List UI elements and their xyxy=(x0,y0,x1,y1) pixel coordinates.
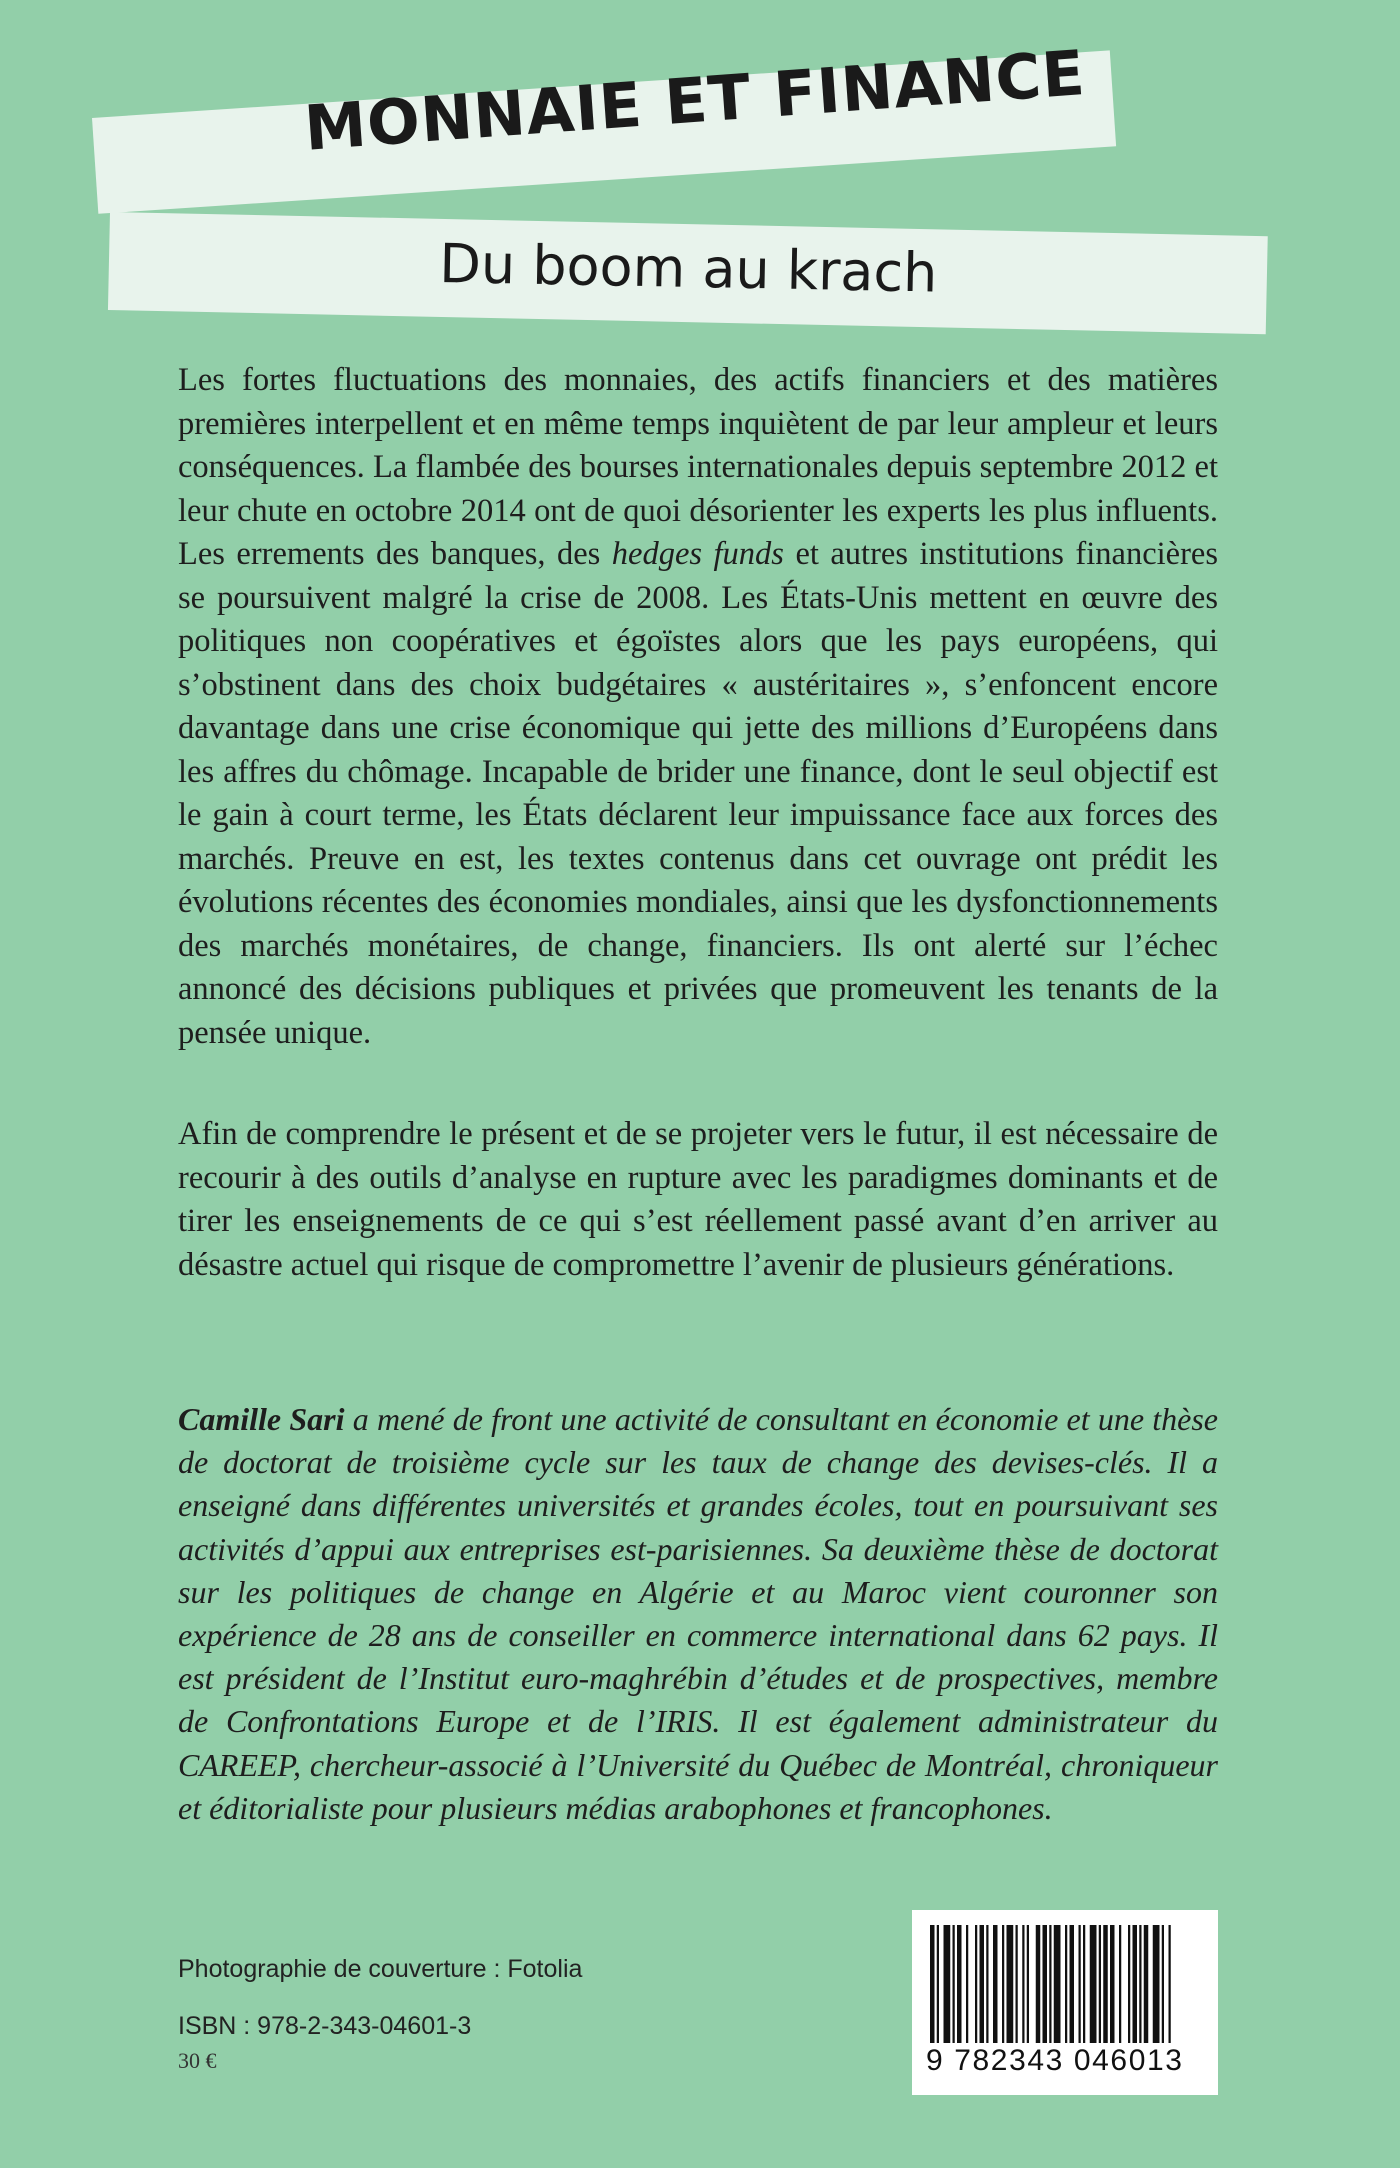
barcode-bar xyxy=(1022,1925,1024,2043)
summary-italic-term: hedges funds xyxy=(611,536,784,572)
barcode-bar xyxy=(1016,1925,1018,2043)
barcode-bar xyxy=(1036,1925,1041,2043)
book-subtitle: Du boom au krach xyxy=(438,232,938,305)
barcode-bar xyxy=(1049,1925,1051,2043)
summary-text-b: et autres institutions financières se poursuivent malgré la crise de 2008. Les États-Unis mettent en œuvre des politiques non coopératives et égoïstes alors que les pays européens, qui s’obstinent dans des choix budgétaires « austéritaires », s’enfoncent encore davantage dans une crise économique qui jette des millions d’Européens dans les affres du chômage. Incapable de brider une finance, dont le seul objectif est le gain à court terme, les États déclarent leur impuissance face aux forces des marchés. Preuve en est, les textes contenus dans cet ouvrage ont prédit les évolutions récentes des économies mondiales, ainsi que les dysfonctionnements des marchés monétaires, de change, financiers. Ils ont alerté sur l’échec annoncé des décisions publiques et privées que promeuvent les tenants de la pensée unique. xyxy=(178,536,1218,1051)
barcode-bars xyxy=(928,1925,1202,2043)
barcode-bar xyxy=(975,1925,977,2043)
price: 30 € xyxy=(178,2048,217,2073)
barcode-bar xyxy=(1119,1925,1121,2043)
barcode-bar xyxy=(993,1925,998,2043)
summary-text-a: Les fortes fluctuations des monnaies, des actifs financiers et des matières premières interpellent et en même temps inquiètent de par leur ampleur et leurs conséquences. La flambée des bourses internationales depuis septembre 2012 et leur chute en octobre 2014 ont de quoi désorienter les experts les plus influents. Les errements des banques, des xyxy=(178,362,1218,572)
barcode-bar xyxy=(1054,1925,1061,2043)
barcode-bar xyxy=(1139,1925,1141,2043)
photo-credit: Photographie de couverture : Fotolia xyxy=(178,1955,583,1983)
barcode-bar xyxy=(1090,1925,1097,2043)
summary-paragraph-1 xyxy=(178,359,1218,1055)
barcode-bar xyxy=(1153,1925,1160,2043)
barcode-bar xyxy=(1169,1925,1171,2043)
barcode-digits: 9 782343 046013 xyxy=(926,2044,1184,2077)
barcode xyxy=(912,1910,1218,2095)
book-title: MONNAIE ET FINANCE xyxy=(302,36,1088,165)
barcode-bar xyxy=(957,1925,962,2043)
barcode-bar xyxy=(1079,1925,1081,2043)
barcode-bar xyxy=(930,1925,935,2043)
barcode-bar xyxy=(980,1925,985,2043)
isbn: ISBN : 978-2-343-04601-3 xyxy=(178,2012,472,2040)
barcode-bar xyxy=(1133,1925,1138,2043)
barcode-bar xyxy=(1128,1925,1130,2043)
barcode-bar xyxy=(986,1925,988,2043)
barcode-bar xyxy=(1099,1925,1101,2043)
barcode-bar xyxy=(966,1925,968,2043)
barcode-bar xyxy=(1144,1925,1149,2043)
barcode-bar xyxy=(1007,1925,1014,2043)
barcode-bar xyxy=(1065,1925,1067,2043)
barcode-bar xyxy=(953,1925,955,2043)
author-name: Camille Sari xyxy=(178,1401,345,1437)
barcode-bar xyxy=(1110,1925,1115,2043)
barcode-bar xyxy=(944,1925,951,2043)
barcode-bar xyxy=(1043,1925,1048,2043)
barcode-bar xyxy=(1162,1925,1164,2043)
barcode-bar xyxy=(1027,1925,1029,2043)
barcode-bar xyxy=(1070,1925,1075,2043)
author-bio xyxy=(178,1398,1218,1830)
barcode-bar xyxy=(1002,1925,1004,2043)
author-bio-text: a mené de front une activité de consultant en économie et une thèse de doctorat de troisième cycle sur les taux de change des devises-clés. Il a enseigné dans différentes universités et grandes écoles, tout en poursuivant ses activités d’appui aux entreprises est-parisiennes. Sa deuxième thèse de doctorat sur les politiques de change en Algérie et au Maroc vient couronner son expérience de 28 ans de conseiller en commerce international dans 62 pays. Il est président de l’Institut euro-maghrébin d’études et de prospectives, membre de Confrontations Europe et de l’IRIS. Il est également administrateur du CAREEP, chercheur-associé à l’Université du Québec de Montréal, chroniqueur et éditorialiste pour plusieurs médias arabophones et francophones. xyxy=(178,1401,1219,1826)
barcode-bar xyxy=(1083,1925,1085,2043)
barcode-bar xyxy=(1103,1925,1108,2043)
summary-paragraph-2: Afin de comprendre le présent et de se projeter vers le futur, il est nécessaire de recourir à des outils d’analyse en rupture avec les paradigmes dominants et de tirer les enseignements de ce qui s’est réellement passé avant d’en arriver au désastre actuel qui risque de compromettre l’avenir de plusieurs générations. xyxy=(178,1116,1218,1283)
barcode-bar xyxy=(937,1925,939,2043)
